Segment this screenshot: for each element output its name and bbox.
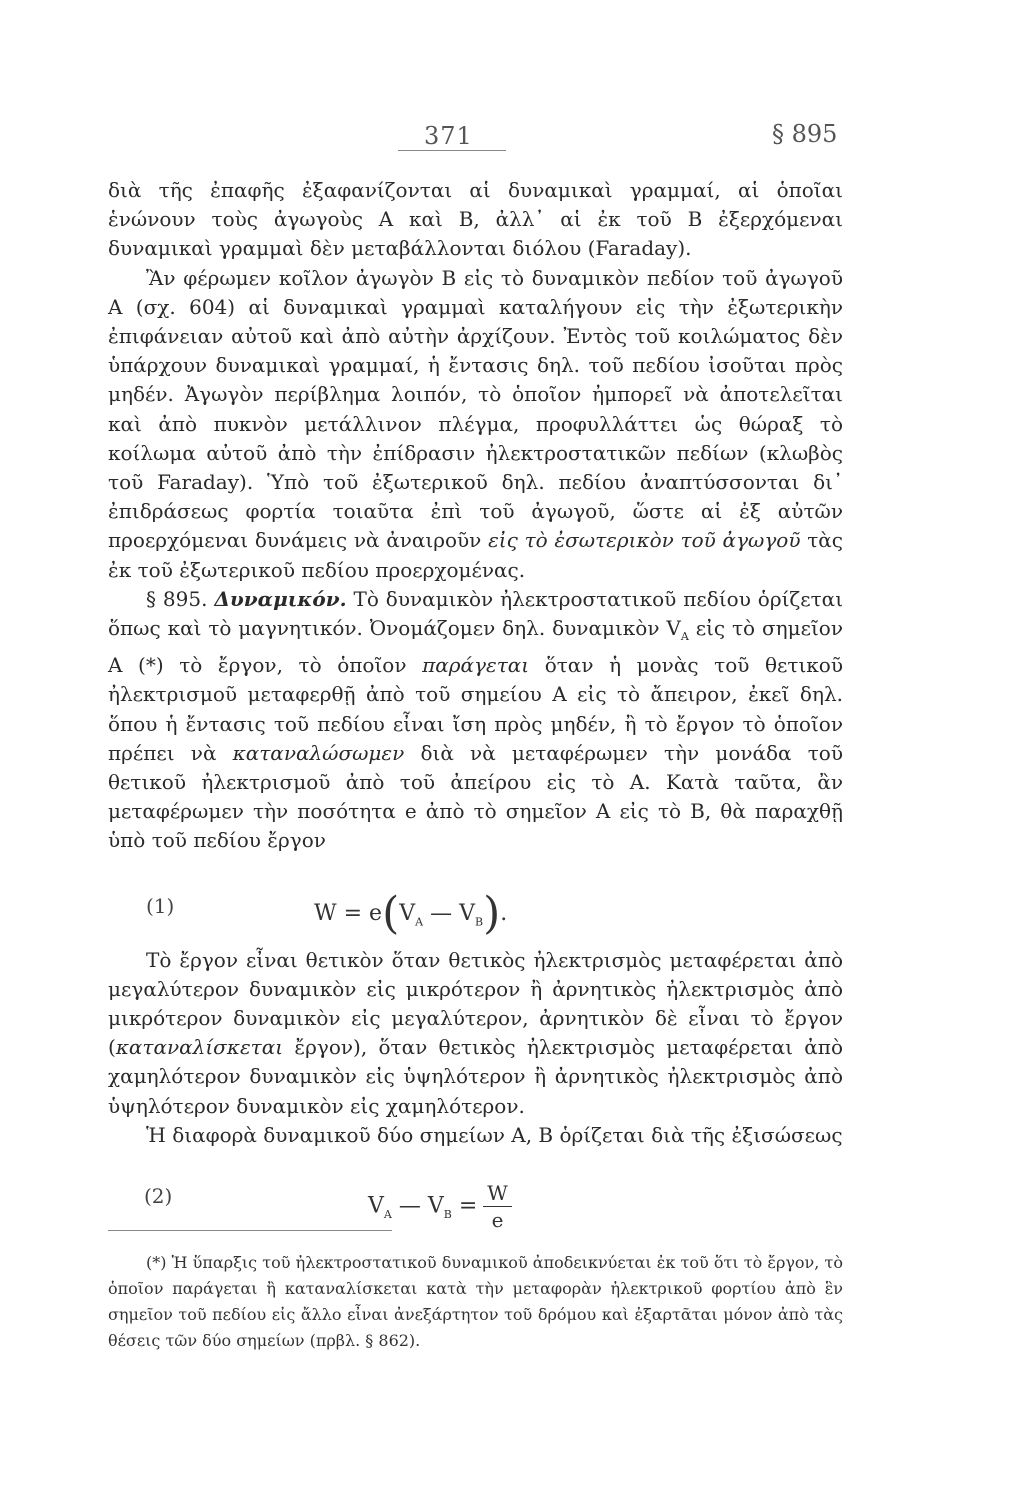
paragraph-4-italic: καταναλίσκεται xyxy=(115,1035,284,1060)
section-title: Δυναμικόν. xyxy=(214,586,347,611)
symbol-va: $V_A$ xyxy=(666,616,689,644)
equation-2-formula: $V_A$ — $V_B$ = $\frac{W}{e}$ xyxy=(368,1180,512,1233)
paragraph-3c: ὅταν ἡ μονὰς τοῦ θετικοῦ ἠλεκτρισμοῦ μεταφερθῇ ἀπὸ τοῦ σημείου Α εἰς τὸ ἄπειρον, ἐκεῖ δηλ. ὅπου ἡ ἔντασις τοῦ πεδίου εἶναι ἴση πρὸς μηδέν, ἢ τὸ ἔργον τὸ ὁποῖον πρέπει νὰ xyxy=(108,653,843,765)
section-mark: § 895. xyxy=(146,586,208,611)
paragraph-4b: ἔργον), ὅταν θετικὸς ἠλεκτρισμὸς μεταφέρεται ἀπὸ χαμηλότερον δυναμικὸν εἰς ὑψηλότερον ἢ ἀρνητικὸς ἠλεκτρισμὸς ἀπὸ ὑψηλότερον δυναμικὸν εἰς χαμηλότερον. xyxy=(108,1035,843,1118)
paragraph-2 xyxy=(108,264,843,585)
page-number: 371 xyxy=(424,122,473,150)
paragraph-3d: διὰ νὰ μεταφέρωμεν τὴν μονάδα τοῦ θετικοῦ ἠλεκτρισμοῦ ἀπὸ τοῦ ἀπείρου εἰς τὸ Α. Κατὰ ταῦτα, ἂν μεταφέρωμεν τὴν ποσότητα e ἀπὸ τὸ σημεῖον Α εἰς τὸ Β, θὰ παραχθῇ ὑπὸ τοῦ πεδίου ἔργον xyxy=(108,740,843,853)
main-text xyxy=(108,176,844,1233)
paragraph-3-italic-1: παράγεται xyxy=(422,653,530,678)
paragraph-4 xyxy=(108,946,843,1121)
equation-1-formula: $W = e(V_A$ — $V_B$). xyxy=(314,887,508,939)
running-section-header: § 895 xyxy=(772,120,838,148)
paragraph-2-italic: εἰς τὸ ἐσωτερικὸν τοῦ ἀγωγοῦ xyxy=(488,528,801,553)
equation-2-fraction: $\frac{W}{e}$ xyxy=(483,1180,512,1233)
equation-1-number: (1) xyxy=(146,893,175,918)
footnote xyxy=(108,1250,843,1354)
equation-1 xyxy=(108,880,843,939)
paragraph-3b: εἰς τὸ σημεῖον Α (*) τὸ ἔργον, τὸ ὁποῖον xyxy=(108,616,844,678)
paragraph-2-text: Ἂν φέρωμεν κοῖλον ἀγωγὸν Β εἰς τὸ δυναμικὸν πεδίον τοῦ ἀγωγοῦ Α (σχ. 604) αἱ δυναμικαὶ γραμμαὶ καταλήγουν εἰς τὴν ἐξωτερικὴν ἐπιφάνειαν αὐτοῦ καὶ ἀπὸ αὐτὴν ἀρχίζουν. Ἐντὸς τοῦ κοιλώματος δὲν ὑπάρχουν δυναμικαὶ γραμμαί, ἡ ἔντασις δηλ. τοῦ πεδίου ἰσοῦται πρὸς μηδέν. Ἀγωγὸν περίβλημα λοιπόν, τὸ ὁποῖον ἠμπορεῖ νὰ ἀποτελεῖται καὶ ἀπὸ πυκνὸν μετάλλινον πλέγμα, προφυλλάττει ὡς θώραξ τὸ κοίλωμα αὐτοῦ ἀπὸ τὴν ἐπίδρασιν ἠλεκτροστατικῶν πεδίων (κλωβὸς τοῦ Faraday). Ὑπὸ τοῦ ἐξωτερικοῦ δηλ. πεδίου ἀναπτύσσονται δι᾽ ἐπιδράσεως φορτία τοιαῦτα ἐπὶ τοῦ ἀγωγοῦ, ὥστε αἱ ἐξ αὐτῶν προερχόμεναι δυνάμεις νὰ ἀναιροῦν xyxy=(108,265,843,553)
paragraph-1: διὰ τῆς ἐπαφῆς ἐξαφανίζονται αἱ δυναμικαὶ γραμμαί, αἱ ὁποῖαι ἑνώνουν τοὺς ἀγωγοὺς Α καὶ Β, ἀλλ᾽ αἱ ἐκ τοῦ Β ἐξερχόμεναι δυναμικαὶ γραμμαὶ δὲν μεταβάλλονται διόλου (Faraday). xyxy=(108,178,843,261)
footnote-text: (*) Ἡ ὕπαρξις τοῦ ἠλεκτροστατικοῦ δυναμικοῦ ἀποδεικνύεται ἐκ τοῦ ὅτι τὸ ἔργον, τὸ ὁποῖον παράγεται ἢ καταναλίσκεται κατὰ τὴν μεταφορὰν ἠλεκτρικοῦ φορτίου ἀπὸ ἓν σημεῖον τοῦ πεδίου εἰς ἄλλο εἶναι ἀνεξάρτητον τοῦ δρόμου καὶ ἐξαρτᾶται μόνον ἀπὸ τὰς θέσεις τῶν δύο σημείων (πρβλ. § 862). xyxy=(108,1253,843,1350)
page-number-underline xyxy=(398,150,506,151)
paragraph-3-italic-2: καταναλώσωμεν xyxy=(232,740,405,765)
paragraph-2-end: τὰς ἐκ τοῦ ἐξωτερικοῦ πεδίου προερχομένας. xyxy=(108,528,843,582)
paragraph-3a: Τὸ δυναμικὸν ἠλεκτροστατικοῦ πεδίου ὁρίζεται ὅπως καὶ τὸ μαγνητικόν. Ὀνομάζομεν δηλ. δυναμικὸν xyxy=(108,586,844,641)
equation-2 xyxy=(108,1158,843,1233)
paragraph-4a: Τὸ ἔργον εἶναι θετικὸν ὅταν θετικὸς ἠλεκτρισμὸς μεταφέρεται ἀπὸ μεγαλύτερον δυναμικὸν εἰς μικρότερον ἢ ἀρνητικὸς ἠλεκτρισμὸς ἀπὸ μικρότερον δυναμικὸν εἰς μεγαλύτερον, ἀρνητικὸν δὲ εἶναι τὸ ἔργον ( xyxy=(108,947,843,1060)
paragraph-5: Ἡ διαφορὰ δυναμικοῦ δύο σημείων Α, Β ὁρίζεται διὰ τῆς ἐξισώσεως xyxy=(146,1122,843,1147)
equation-2-number: (2) xyxy=(144,1184,173,1209)
footnote-rule xyxy=(108,1230,392,1231)
paragraph-3 xyxy=(108,585,843,856)
